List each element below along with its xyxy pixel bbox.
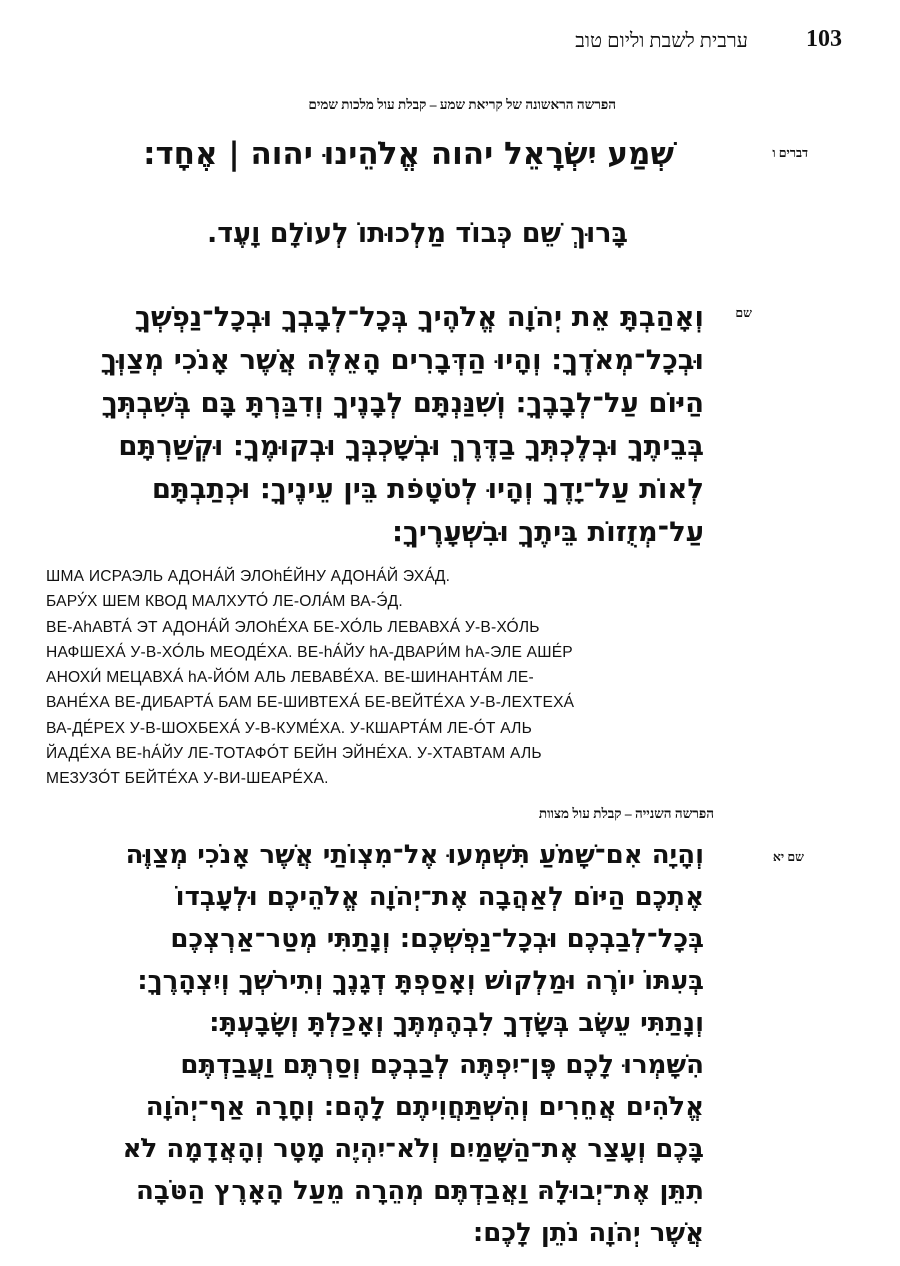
transliteration-line: ШМА ИСРАЭЛЬ АДОНА́Й ЭЛОhЕ́ЙНУ АДОНА́Й ЭХА́Д.	[46, 568, 451, 585]
hebrew-line: וְהָיָה אִם־שָׁמֹעַ תִּשְׁמְעוּ אֶל־מִצְוֹתַי אֲשֶׁר אָנֹכִי מְצַוֶּה	[125, 840, 704, 870]
hebrew-line: וּבְכָל־מְאֹדֶךָ: וְהָיוּ הַדְּבָרִים הָאֵלֶּה אֲשֶׁר אָנֹכִי מְצַוְּךָ	[101, 344, 704, 376]
hebrew-line: בָּכֶם וְעָצַר אֶת־הַשָּׁמַיִם וְלֹא־יִהְיֶה מָטָר וְהָאֲדָמָה לֹא	[122, 1134, 704, 1164]
hebrew-line: וְאָהַבְתָּ אֵת יְהֹוָה אֱלֹהֶיךָ בְּכָל־לְבָבְךָ וּבְכָל־נַפְשְׁךָ	[134, 301, 704, 333]
section1-title: הפרשה הראשונה של קריאת שמע – קבלת עול מלכות שמים	[308, 97, 616, 112]
hebrew-line: בְּבֵיתֶךָ וּבְלֶכְתְּךָ בַדֶּרֶךְ וּבְשָׁכְבְּךָ וּבְקוּמֶךָ: וּקְשַׁרְתָּם	[118, 430, 704, 462]
transliteration-line: БАРУ́Х ШЕМ КВОД МАЛХУТО́ ЛЕ-ОЛА́М ВА-Э́Д.	[46, 593, 403, 611]
transliteration-line: ВЕ-АhАВТА́ ЭТ АДОНА́Й ЭЛОhЕ́ХА БЕ-ХО́ЛЬ ЛЕВАВХА́ У-В-ХО́ЛЬ	[46, 618, 540, 636]
running-header: ערבית לשבת וליום טוב	[575, 30, 748, 52]
transliteration-line: НАФШЕХА́ У-В-ХО́ЛЬ МЕОДЕ́ХА. ВЕ-hА́ЙУ hА-ДВАРИ́М hА-ЭЛЕ АШЕ́Р	[46, 643, 573, 661]
hebrew-line: עַל־מְזֻזוֹת בֵּיתֶךָ וּבִשְׁעָרֶיךָ:	[391, 516, 704, 548]
hebrew-line: הַיּוֹם עַל־לְבָבֶךָ: וְשִׁנַּנְתָּם לְבָנֶיךָ וְדִבַּרְתָּ בָּם בְּשִׁבְתְּךָ	[101, 387, 704, 419]
hebrew-line: אֶתְכֶם הַיּוֹם לְאַהֲבָה אֶת־יְהֹוָה אֱלֹהֵיכֶם וּלְעָבְדוֹ	[175, 882, 704, 912]
baruch-shem-line: בָּרוּךְ שֵׁם כְּבוֹד מַלְכוּתוֹ לְעוֹלָם וָעֶד.	[207, 218, 628, 249]
hebrew-line: וְנָתַתִּי עֵשֶׂב בְּשָׂדְךָ לִבְהֶמְתֶּךָ וְאָכַלְתָּ וְשָׂבָעְתָּ:	[209, 1008, 704, 1038]
transliteration-line: ЙАДЕ́ХА ВЕ-hА́ЙУ ЛЕ-ТОТАФО́Т БЕЙН ЭЙНЕ́ХА. У-ХТАВТАМ АЛЬ	[46, 745, 542, 763]
hebrew-line: הִשָּׁמְרוּ לָכֶם פֶּן־יִפְתֶּה לְבַבְכֶם וְסַרְתֶּם וַעֲבַדְתֶּם	[180, 1050, 704, 1080]
transliteration-line: ВАНЕ́ХА ВЕ-ДИБАРТА́ БАМ БЕ-ШИВТЕХА́ БЕ-ВЕЙТЕ́ХА У-В-ЛЕХТЕХА́	[46, 694, 575, 712]
hebrew-line: לְאוֹת עַל־יָדֶךָ וְהָיוּ לְטֹטָפֹת בֵּין עֵינֶיךָ: וּכְתַבְתָּם	[151, 473, 704, 505]
transliteration-line: АНОХИ́ МЕЦАВХА́ hА-ЙО́М АЛЬ ЛЕВАВЕ́ХА. ВЕ-ШИНАНТА́М ЛЕ-	[46, 669, 534, 687]
shema-verse: שְׁמַע יִשְׂרָאֵל יהוה אֱלֹהֵינוּ יהוה | אֶחָד:	[143, 136, 674, 172]
transliteration-line: ВА-ДЕ́РЕХ У-В-ШОХБЕХА́ У-В-КУМЕ́ХА. У-КШАРТА́М ЛЕ-О́Т АЛЬ	[46, 719, 533, 737]
hebrew-line: בְּכָל־לְבַבְכֶם וּבְכָל־נַפְשְׁכֶם: וְנָתַתִּי מְטַר־אַרְצְכֶם	[170, 924, 704, 954]
hebrew-line: תִתֵּן אֶת־יְבוּלָהּ וַאֲבַדְתֶּם מְהֵרָה מֵעַל הָאָרֶץ הַטֹּבָה	[135, 1176, 704, 1206]
margin-ref-section2: שם יא	[772, 850, 804, 864]
transliteration-line: МЕЗУЗО́Т БЕЙТЕ́ХА У-ВИ-ШЕАРЕ́ХА.	[46, 770, 329, 788]
vahavta-paragraph	[40, 296, 704, 554]
section2-title: הפרשה השנייה – קבלת עול מצוות	[538, 806, 714, 821]
hebrew-line: בְּעִתּוֹ יוֹרֶה וּמַלְקוֹשׁ וְאָסַפְתָּ דְגָנֶךָ וְתִירֹשְׁךָ וְיִצְהָרֶךָ:	[137, 966, 704, 996]
margin-ref-vahavta: שם	[735, 306, 752, 320]
page-number: 103	[806, 26, 842, 52]
vehaya-paragraph	[40, 834, 704, 1254]
hebrew-line: אֲשֶׁר יְהֹוָה נֹתֵן לָכֶם:	[472, 1218, 704, 1248]
hebrew-line: אֱלֹהִים אֲחֵרִים וְהִשְׁתַּחֲוִיתֶם לָהֶם: וְחָרָה אַף־יְהֹוָה	[145, 1092, 704, 1122]
margin-ref-shema: דברים ו	[772, 146, 808, 160]
russian-transliteration	[46, 564, 746, 792]
